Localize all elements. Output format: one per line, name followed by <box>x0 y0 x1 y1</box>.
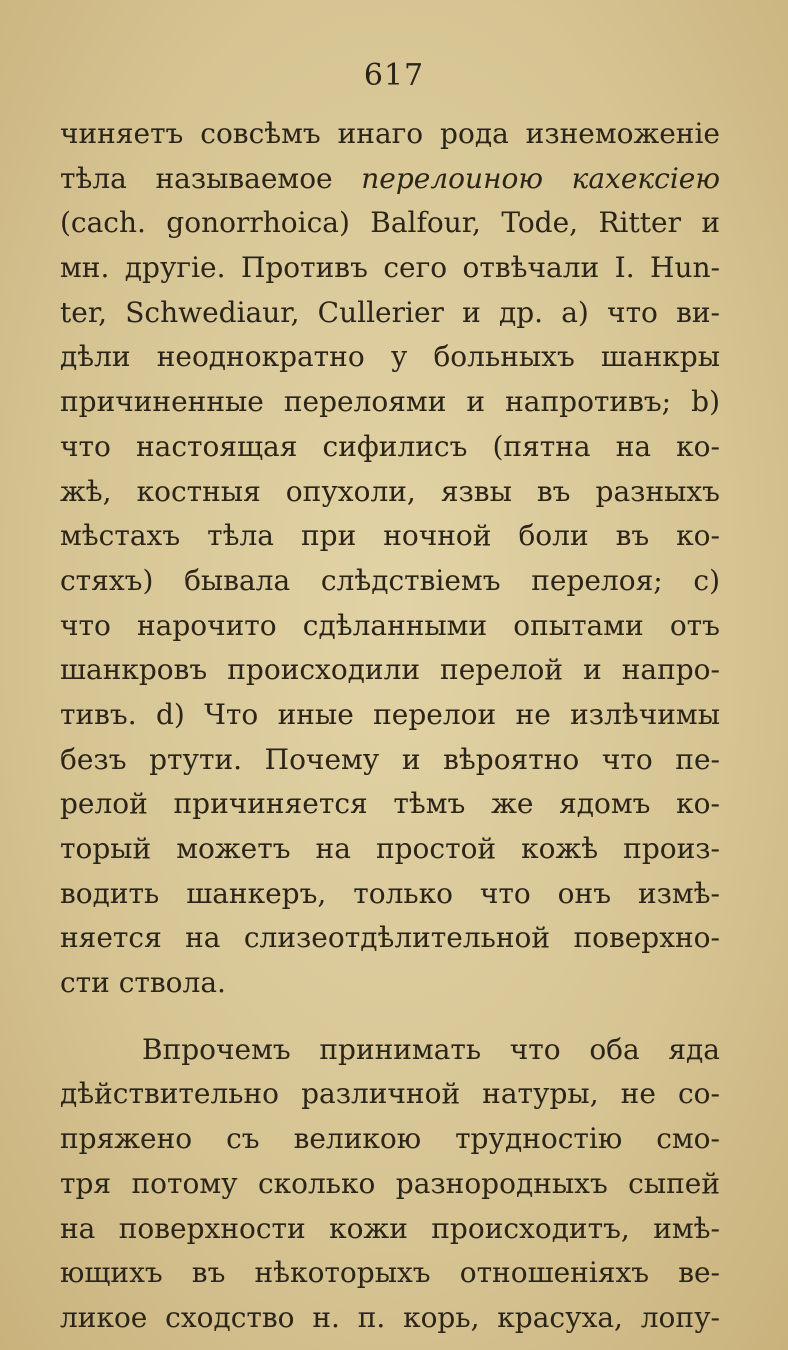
text-line <box>60 380 720 425</box>
text-segment: стяхъ) бывала слѣдствіемъ перелоя; c) <box>60 563 720 597</box>
text-line <box>60 1162 720 1207</box>
text-line <box>60 693 720 738</box>
text-line <box>60 782 720 827</box>
text-line <box>60 1296 720 1341</box>
text-line <box>60 648 720 693</box>
text-line <box>60 514 720 559</box>
text-segment: ликое сходство н. п. корь, красуха, лопу- <box>60 1300 720 1334</box>
text-line <box>60 1028 720 1073</box>
text-segment: перелоиною кахексіею <box>361 161 720 195</box>
text-segment: ter, Schwediaur, Cullerier и др. a) что ви- <box>60 295 720 329</box>
text-segment: Впрочемъ принимать что оба яда <box>142 1032 720 1066</box>
paragraph-2 <box>60 1028 720 1341</box>
page-number: 617 <box>363 58 425 93</box>
text-segment: дѣйствительно различной натуры, не со- <box>60 1077 720 1111</box>
paragraph-gap <box>60 1006 720 1028</box>
body-text <box>60 112 720 1341</box>
text-segment: (cach. gonorrhoica) Balfour, Tode, Ritter и <box>60 206 720 240</box>
text-line <box>60 335 720 380</box>
paragraph-1 <box>60 112 720 1028</box>
text-line <box>60 157 720 202</box>
text-segment: мн. другіе. Противъ сего отвѣчали I. Hun- <box>60 251 720 285</box>
text-segment: релой причиняется тѣмъ же ядомъ ко- <box>60 787 720 821</box>
text-segment: дѣли неоднократно у больныхъ шанкры <box>60 340 720 374</box>
text-segment: что настоящая сифилисъ (пятна на ко- <box>60 429 720 463</box>
text-line <box>60 201 720 246</box>
text-segment: причиненные перелоями и напротивъ; b) <box>60 385 720 419</box>
text-segment: няется на слизеотдѣлительной поверхно- <box>60 921 720 955</box>
text-line <box>60 470 720 515</box>
text-segment: тивъ. d) Что иные перелои не излѣчимы <box>60 697 720 731</box>
text-segment: чиняетъ совсѣмъ инаго рода изнеможеніе <box>60 117 720 150</box>
text-line <box>60 961 720 1006</box>
text-segment: пряжено съ великою трудностію смо- <box>60 1122 720 1156</box>
text-line <box>60 1117 720 1162</box>
text-line <box>60 559 720 604</box>
text-line <box>60 1072 720 1117</box>
text-segment: торый можетъ на простой кожѣ произ- <box>60 832 720 865</box>
text-segment: тѣла называемое <box>60 161 362 195</box>
text-line <box>60 1207 720 1252</box>
text-segment: на поверхности кожи происходитъ, имѣ- <box>60 1211 720 1245</box>
text-line <box>60 291 720 336</box>
text-segment: ющихъ въ нѣкоторыхъ отношеніяхъ ве- <box>60 1256 720 1290</box>
text-segment: безъ ртути. Почему и вѣроятно что пе- <box>60 742 720 776</box>
text-line <box>60 604 720 649</box>
text-line <box>60 916 720 961</box>
text-segment: мѣстахъ тѣла при ночной боли въ ко- <box>60 519 720 553</box>
text-segment: шанкровъ происходили перелой и напро- <box>60 653 720 687</box>
text-line <box>60 738 720 783</box>
text-line <box>60 1251 720 1296</box>
text-segment: водить шанкеръ, только что онъ измѣ- <box>60 876 720 910</box>
text-line <box>60 246 720 291</box>
text-line <box>60 112 720 157</box>
text-segment: сти ствола. <box>60 966 226 1000</box>
text-segment: что нарочито сдѣланными опытами отъ <box>60 608 720 642</box>
text-segment: жѣ, костныя опухоли, язвы въ разныхъ <box>60 474 720 508</box>
text-segment: тря потому сколько разнородныхъ сыпей <box>60 1166 720 1200</box>
text-line <box>60 425 720 470</box>
text-line <box>60 872 720 917</box>
text-line <box>60 827 720 872</box>
